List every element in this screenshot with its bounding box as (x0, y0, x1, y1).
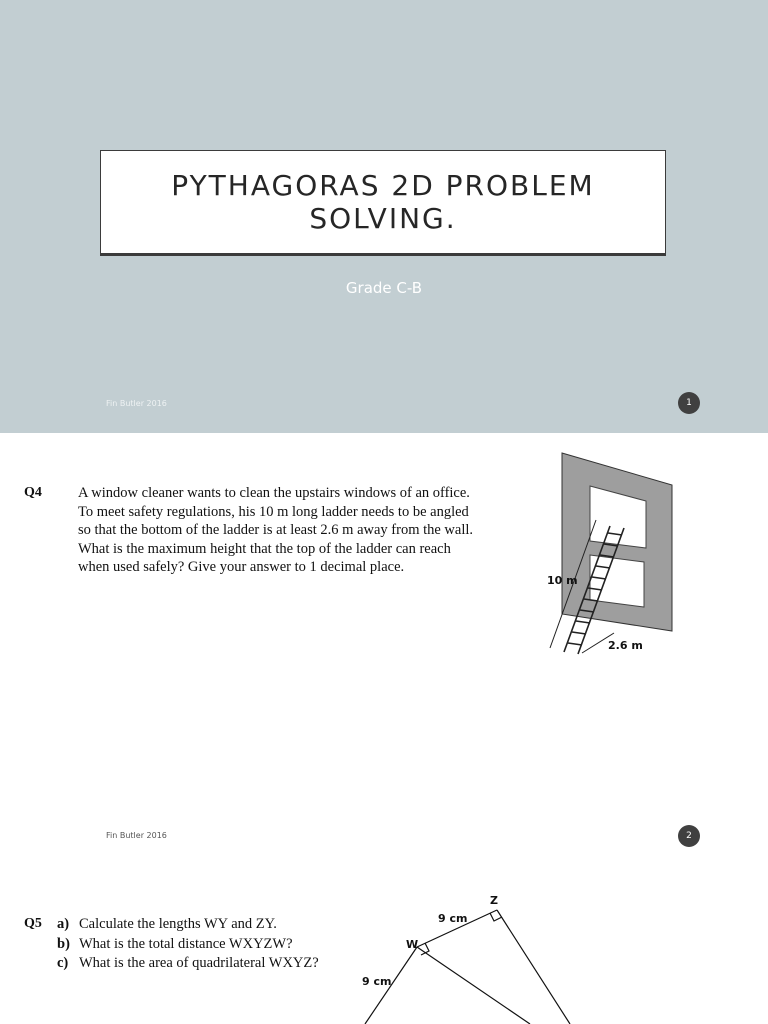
ladder-length-label: 10 m (547, 574, 578, 587)
question-part-c (57, 954, 319, 974)
question-line: when used safely? Give your answer to 1 decimal place. (78, 559, 405, 575)
page-number-badge: 1 (678, 392, 700, 414)
base-distance-label: 2.6 m (608, 639, 643, 652)
footer-author: Fin Butler 2016 (106, 831, 167, 840)
question-line: To meet safety regulations, his 10 m long ladder needs to be angled (78, 503, 469, 520)
question-line: so that the bottom of the ladder is at least 2.6 m away from the wall. (78, 522, 474, 538)
vertex-z-label: Z (490, 894, 498, 907)
vertex-w-label: W (406, 938, 419, 951)
part-text: Calculate the lengths WY and ZY. (79, 916, 277, 932)
question-slide-q5 (0, 870, 768, 1024)
question-parts (57, 915, 319, 974)
page-number-badge: 2 (678, 825, 700, 847)
side-wy (417, 947, 530, 1024)
part-label: a) (57, 916, 70, 932)
side-xw-label: 9 cm (362, 975, 392, 988)
quadrilateral-diagram (340, 890, 600, 1024)
question-label: Q5 (24, 916, 42, 931)
question-line: What is the maximum height that the top of the ladder can reach (78, 540, 451, 557)
question-part-a (57, 915, 319, 935)
slide-title: PYTHAGORAS 2D PROBLEM SOLVING. (171, 169, 595, 235)
question-label: Q4 (24, 485, 42, 500)
question-text (78, 484, 473, 577)
side-zy (497, 910, 570, 1024)
title-slide (0, 0, 768, 433)
part-label: b) (57, 935, 70, 952)
slide-subtitle: Grade C-B (345, 279, 423, 297)
footer-author: Fin Butler 2016 (106, 399, 167, 408)
title-box (100, 150, 666, 256)
question-line: A window cleaner wants to clean the upstairs windows of an office. (78, 485, 470, 501)
part-label: c) (57, 955, 69, 971)
part-text: What is the area of quadrilateral WXYZ? (79, 955, 319, 971)
question-part-b (57, 935, 319, 955)
ladder-diagram (530, 448, 680, 658)
part-text: What is the total distance WXYZW? (79, 935, 293, 952)
side-wz-label: 9 cm (438, 912, 468, 925)
question-slide-q4 (0, 433, 768, 870)
